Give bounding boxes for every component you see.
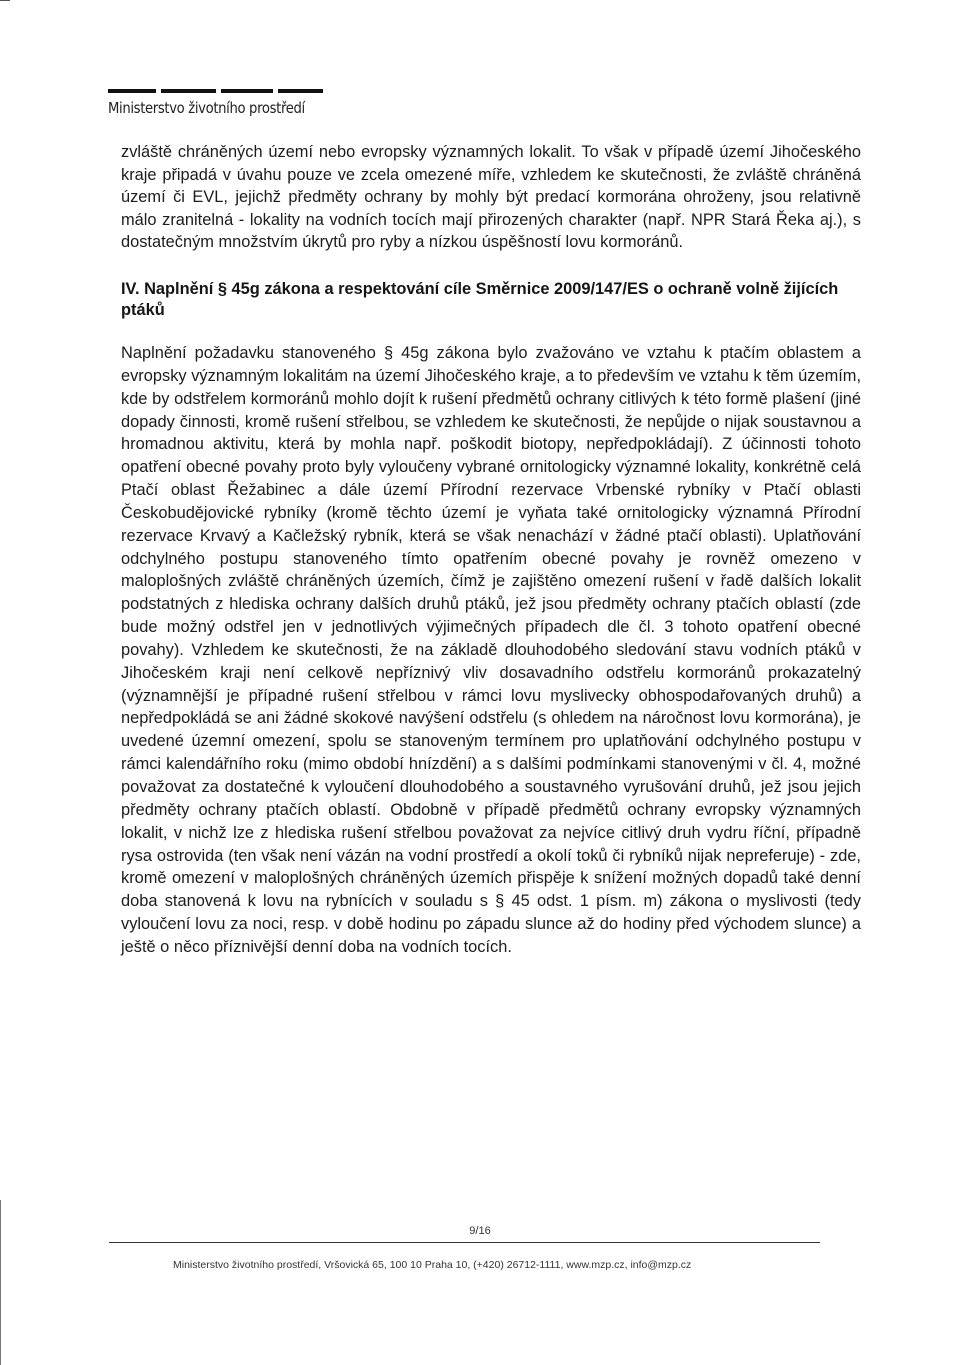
section-heading: IV. Naplnění § 45g zákona a respektování cíle Směrnice 2009/147/ES o ochraně volně žijících ptáků [121,279,839,320]
footer-contact-line: Ministerstvo životního prostředí, Vršovická 65, 100 10 Praha 10, (+420) 26712-1111, www.mzp.cz, info@mzp.cz [173,1259,692,1271]
header-bar-segment [161,89,216,93]
header-logo-bars [108,89,323,95]
footer-divider [109,1242,820,1243]
section-paragraph: Naplnění požadavku stanoveného § 45g zákona bylo zvažováno ve vztahu k ptačím oblastem a evropsky významným lokalitám na území Jihočeského kraje, a to především ve vztahu k těm územím, kde by odstřelem kormoránů mohlo dojít k rušení předmětů ochrany citlivých k této formě plašení (jiné dopady činnosti, kromě rušení střelbou, se vzhledem ke skutečnosti, že nepůjde o nijak soustavnou a hromadnou aktivitu, která by mohla např. poškodit biotopy, nepředpokládají). Z účinnosti tohoto opatření obecné povahy proto byly vyloučeny vybrané ornitologicky významné lokality, konkrétně celá Ptačí oblast Řežabinec a dále území Přírodní rezervace Vrbenské rybníky v Ptačí oblasti Českobudějovické rybníky (kromě těchto území je vyňata také ornitologicky významná Přírodní rezervace Krvavý a Kačležský rybník, která se však nenachází v žádné ptačí oblasti). Uplatňování odchylného postupu stanoveného tímto opatřením obecné povahy je rovněž omezeno v maloplošných zvláště chráněných územích, čímž je zajištěno omezení rušení v řadě dalších lokalit podstatných z hlediska ochrany dalších druhů ptáků, jež jsou předměty ochrany ptačích oblastí (zde bude možný odstřel jen v jednotlivých výjimečných případech dle čl. 3 tohoto opatření obecné povahy). Vzhledem ke skutečnosti, že na základě dlouhodobého sledování stavu vodních ptáků v Jihočeském kraji není celkově nepříznivý vliv dosavadního odstřelu kormoránů prokazatelný (významnější je případné rušení střelbou v rámci lovu myslivecky obhospodařovaných druhů) a nepředpokládá se ani žádné skokové navýšení odstřelu (s ohledem na náročnost lovu kormorána), je uvedené územní omezení, spolu se stanoveným termínem pro uplatňování odchylného postupu v rámci kalendářního roku (mimo období hnízdění) a s dalšími podmínkami stanovenými v čl. 4, možné považovat za dostatečné k vyloučení dlouhodobého a soustavného vyrušování druhů, jež jsou jejich předměty ochrany ptačích oblastí. Obdobně v případě předmětů ochrany evropsky významných lokalit, v nichž lze z hlediska rušení střelbou považovat za nejvíce citlivý druh vydru říční, případně rysa ostrovida (ten však není vázán na vodní prostředí a okolí toků či rybníků nijak nepreferuje) - zde, kromě omezení v maloplošných chráněných územích přispěje k snížení možných dopadů také denní doba stanovená k lovu na rybnících v souladu s § 45 odst. 1 písm. m) zákona o myslivosti (tedy vyloučení lovu za noci, resp. v době hodinu po západu slunce až do hodiny před východem slunce) a ještě o něco příznivější denní doba na vodních tocích. [121,343,861,956]
page-number: 9/16 [469,1225,491,1237]
header-org-name: Ministerstvo životního prostředí [108,99,305,117]
scan-edge-mark [0,0,10,1]
header-bar-segment [108,89,156,93]
header-bar-segment [278,89,323,93]
intro-paragraph: zvláště chráněných území nebo evropsky významných lokalit. To však v případě území Jihočeského kraje připadá v úvahu pouze ve zcela omezené míře, vzhledem ke skutečnosti, že zvláště chráněná území či EVL, jejichž předměty ochrany by mohly být predací kormorána ohroženy, jsou relativně málo zranitelná - lokality na vodních tocích mají přirozených charakter (např. NPR Stará Řeka aj.), s dostatečným množstvím úkrytů pro ryby a nízkou úspěšností lovu kormoránů. [121,143,861,252]
document-body [121,141,861,959]
header-bar-segment [221,89,273,93]
